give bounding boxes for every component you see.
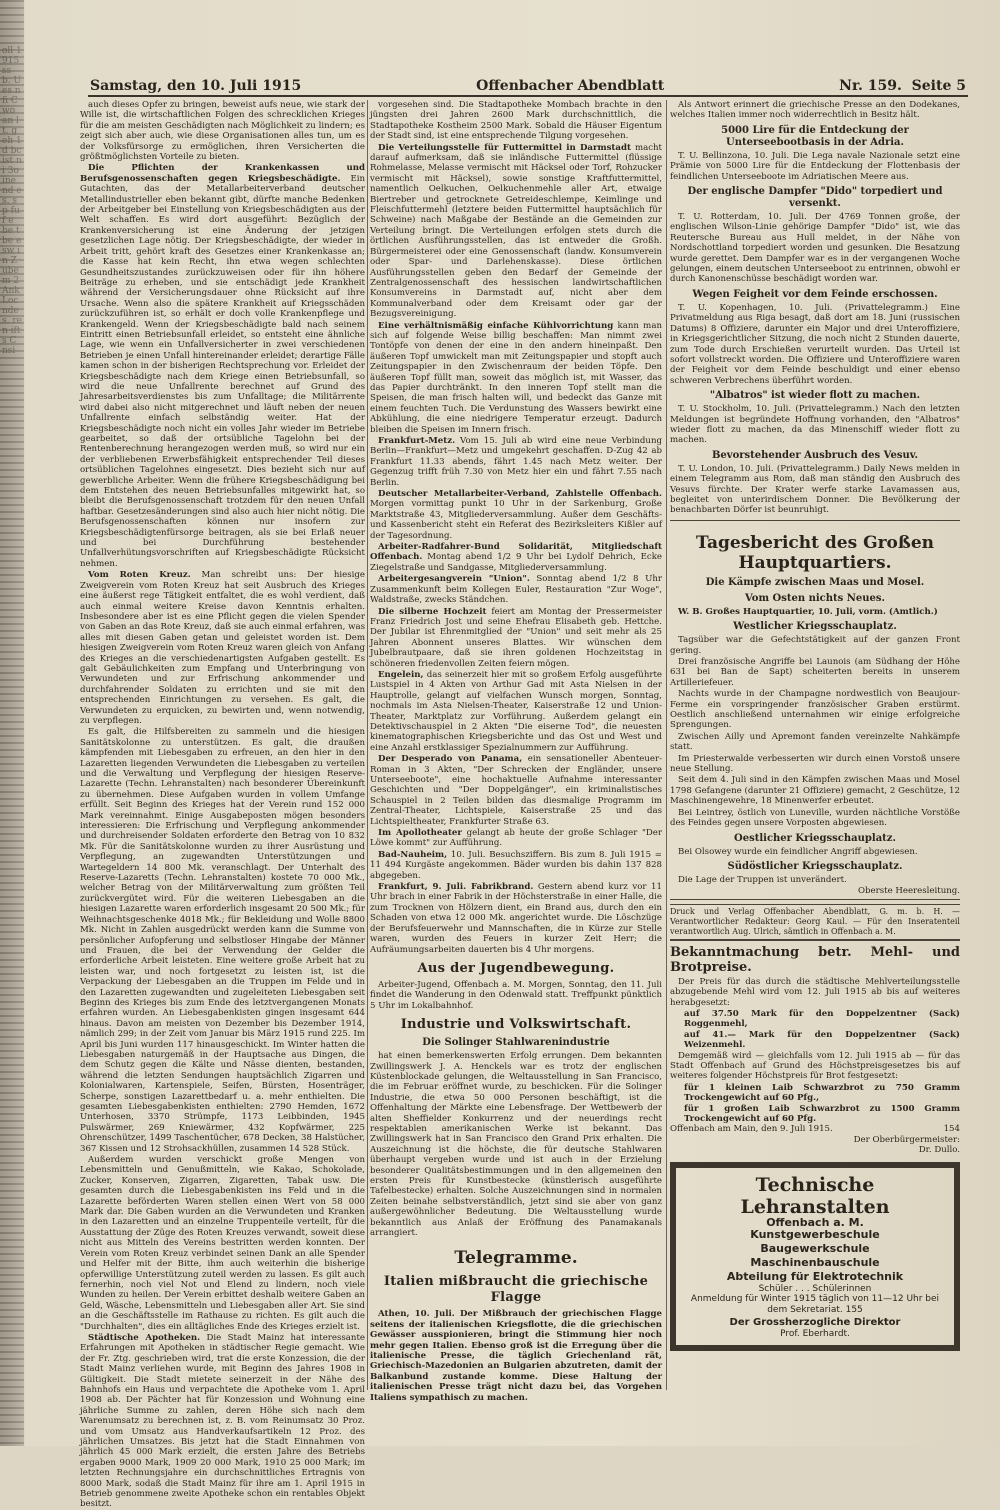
column-2 — [370, 100, 663, 1403]
section-title-telegramme: Telegramme. — [454, 1248, 578, 1269]
article-text: T. U. Kopenhagen, 10. Juli. (Privattelegramm.) Eine Privatmeldung aus Riga besagt, daß dort am 18. Juni (russischen Datums) 8 Offiziere, darunter ein Major und drei Unteroffiziere, in Kriegsgerichtlicher Sitzung, die noch nicht 2 Stunden dauerte, zum Tode durch Erschießen verurteilt wurden. Das Urteil ist sofort vollstreckt worden. Die Offiziere und Unteroffiziere waren der Feigheit vor dem Feinde beschuldigt und einer ebenso schweren Verbrechens überführt worden. — [670, 302, 960, 386]
article-paragraph — [370, 670, 662, 753]
ad-number: 155 — [845, 1304, 863, 1315]
article-text: Arbeiter-Jugend, Offenbach a. M. Morgen, Sonntag, den 11. Juli findet die Wanderung in den Odenwald statt. Treffpunkt pünktlich 5 Uhr im Lokalbahnhof. — [370, 979, 662, 1011]
war-report-subtitle: Die Kämpfe zwischen Maas und Mosel. — [705, 576, 925, 588]
announcement-text: Demgemäß wird — gleichfalls vom 12. Juli 1915 ab — für das Stadt Offenbach auf Grund des Höchstpreisgesetzes bis auf weiteres folgender Höchstpreis für Brot festgesetzt: — [670, 1050, 960, 1082]
article-headline: "Albatros" ist wieder flott zu machen. — [709, 390, 921, 402]
article-paragraph — [80, 163, 365, 569]
column-3 — [670, 100, 960, 1390]
gutter-text: oll 1915 ss b. U es n fi Cwo an lt. geh 1d bc ist ni 3o ine nd es. sp fuf e be tbe esw in Zubem 2 Ank Loc ndes. ren ifts Cnsi — [2, 46, 22, 356]
article-heading: Städtische Apotheken. — [88, 1332, 201, 1343]
article-paragraph — [370, 574, 662, 605]
ad-location: Offenbach a. M. — [766, 1215, 864, 1229]
article-heading: Vom Roten Kreuz. — [88, 570, 191, 581]
ad-registration: Anmeldung für Winter 1915 täglich von 11—12 Uhr bei dem Sekretariat. — [690, 1294, 940, 1315]
page-header — [90, 72, 966, 94]
article-subheading: Die Solinger Stahlwarenindustrie — [422, 1037, 610, 1049]
article-text: W. B. Großes Hauptquartier, 10. Juli, vorm. (Amtlich.) — [678, 606, 938, 617]
announcement-date: Offenbach am Main, den 9. Juli 1915. — [670, 1124, 833, 1135]
article-text: Man schreibt uns: Der hiesige Zweigverein vom Roten Kreuz hat seit Ausbruch des Krieges eine äußerst rege Tätigkeit entfaltet, die es wohl verdient, daß auch einmal weitere Kreise davon Kenntnis erhalten. Insbesondere aber ist es eine Pflicht gegen die vielen Spender von Gaben an das Rote Kreuz, daß sie auch einmal erfahren, was alles mit diesen Gaben getan und geleistet worden ist. Dem hiesigen Zweigverein vom Roten Kreuz waren gleich von Anfang des Krieges an die verschiedenartigsten Aufgaben gestellt. Es galt Gebäulichkeiten zum Empfang und Unterbringung von Verwundeten und zur Erfrischung ankommender und durchfahrender Soldaten zu errichten und sie mit den entsprechenden Einrichtungen zu versehen. Es galt, die Verwundeten zu erquicken, zu bewirten und, wenn notwendig, zu verpflegen. — [80, 570, 365, 726]
article-text: Die Stadt Mainz hat interessante Erfahrungen mit Apotheken in städtischer Regie gemacht. Wie der Fr. Ztg. geschrieben wird, trat die erste Konzession, die der Stadt Mainz verliehen wurde, mit Beginn des Jahres 1908 in Gültigkeit. Die Stadt mietete seinerzeit in der Nähe des Bahnhofs ein Haus und verpachtete die Apotheke vom 1. April 1908 ab. Der Pächter hat für Konzession und Wohnung eine jährliche Summe zu zahlen, deren Höhe sich nach dem Warenumsatz zu berechnen ist, z. B. vom Reinumsatz 30 Proz. und vom Umsatz aus Handverkaufsartikeln 12 Proz. des jährlichen Umsatzes. Bis jetzt hat die Stadt Einnahmen von jährlich 45 000 Mark erzielt, die ersten Jahre des Betriebs ergaben 9000 Mark, 1909 20 000 Mark, 1910 25 000 Mark; im letzten Rechnungsjahre ein durchschnittliches Ertragnis von 8000 Mark, sodaß die Stadt Mainz für ihre am 1. April 1915 in Betrieb genommene zweite Apotheke schon ein rentables Objekt besitzt. — [80, 1332, 366, 1510]
article-headline: 5000 Lire für die Entdeckung der Unterseebootbasis in der Adria. — [721, 124, 909, 148]
announcement-item: auf 37.50 Mark für den Doppelzentner (Sack) Roggenmehl, — [684, 1008, 960, 1030]
announcement-item: für 1 kleinen Laib Schwarzbrot zu 750 Gramm Trockengewicht auf 60 Pfg., — [684, 1082, 960, 1104]
front-heading: Südöstlicher Kriegsschauplatz. — [727, 860, 903, 872]
article-text: feiert am Montag der Pressermeister Franz Friedrich Jost und seine Ehefrau Elisabeth geb. Hettche. Der Jubilar ist Ehrenmitglied der "Union" und seit mehr als 25 Jahren Abonnent unseres Blattes. Wir wünschen dem Jubelbrautpaare, daß sie ihren goldenen Hochzeitstag in schöneren friedenvollen Zeiten feiern mögen. — [370, 606, 663, 669]
article-heading: Arbeitergesangverein "Union". — [378, 574, 530, 585]
article-paragraph — [370, 754, 662, 827]
article-paragraph — [370, 436, 662, 488]
article-headline: Wegen Feigheit vor dem Feinde erschossen. — [692, 288, 938, 300]
article-text: 10. Juli. Besuchsziffern. Bis zum 8. Juli 1915 = 11 494 Kurgäste angekommen. Bäder wurden bis dahin 137 828 abgegeben. — [370, 849, 662, 881]
column-rule-2 — [666, 100, 667, 1390]
article-paragraph — [370, 321, 662, 435]
article-text: Bei Leintrey, östlich von Luneville, wurden nächtliche Vorstöße des Feindes gegen unsere Vorposten abgewiesen. — [670, 807, 960, 829]
article-text: Ein Gutachten, das der Metallarbeiterverband deutscher Metallindustrieller eben bekannt gibt, dürfte manche Bedenken der Arbeitgeber bei Einstellung von Kriegsbeschädigten aus der Welt schaffen. Es wird dort ausgeführt: Bezüglich der Krankenversicherung ist eine Änderung der jetzigen gesetzlichen Lage nötig. Der Kriegsbeschädigte, der wieder in Arbeit tritt, gehört kraft des Gesetzes einer Krankenkasse an; die Kasse hat kein Recht, ihn etwa wegen schlechten Gesundheitszustandes zurückzuweisen oder für ihn höhere Beiträge zu erheben, und sie entschädigt jede Krankheit während der Versicherungsdauer ohne Rücksicht auf ihre Ursache. Wenn also die spätere Krankheit auf Kriegsschäden zurückzuführen ist, so erhält er doch volle Krankenpflege und Krankengeld. Wenn der Kriegsbeschädigte bald nach seinem Eintritt einen Betriebsunfall erleidet, so entsteht eine ähnliche Lage, wie wenn ein Unfallversicherter in zwei verschiedenen Betrieben je einen Unfall hintereinander erleidet; derartige Fälle kamen schon in der bisherigen Rechtsprechung vor. Erleidet der Kriegsbeschädigte nach dem Kriege einen Betriebsunfall, so wird die neue Unfallrente berechnet auf Grund des Jahresarbeitsverdienstes bis zum Unfalltage; die Militärrente wird dabei also nicht mitgerechnet und läuft neben der neuen Unfallrente einfach selbständig weiter. Hat der Kriegsbeschädigte noch nicht ein volles Jahr wieder im Betriebe gearbeitet, so daß der ortsübliche Tagelohn bei der Rentenberechnung herangezogen werden muß, so wird nur ein der verbliebenen Erwerbsfähigkeit entsprechender Teil dieses ortsüblichen Tagelohnes eingesetzt. Dies bezieht sich nur auf gewerbliche Arbeiter. Wenn die frühere Kriegsbeschädigung bei dem Entstehen des neuen Betriebsunfalles mitgewirkt hat, so bleibt die Berufsgenossenschaft trotzdem für den neuen Unfall haftbar. Gesetzesänderungen sind also auch hier nicht nötig. Die Berufsgenossenschaften können nur insofern zur Kriegsbeschädigtenfürsorge beitragen, als sie bei Erlaß neuer und bei Durchführung bestehender Unfallverhütungsvorschriften auf Kriegsbeschädigte Rücksicht nehmen. — [80, 173, 365, 569]
ad-school: Baugewerkschule — [760, 1242, 870, 1256]
article-paragraph — [370, 828, 662, 849]
article-text: Als Antwort erinnert die griechische Presse an den Dodekanes, welches Italien immer noch widerrechtlich in Besitz hält. — [670, 100, 960, 121]
announcement-signature-name: Dr. Dullo. — [918, 1145, 960, 1156]
article-text: Im Priesterwalde verbesserten wir durch einen Vorstoß unsere neue Stellung. — [670, 753, 960, 775]
article-text: Gestern abend kurz vor 11 Uhr brach in einer Fabrik in der Höchsterstraße in einer Halle, die zum Trocknen von Hölzern dient, ein Brand aus, durch den ein Schaden von etwa 12 000 Mk. angerichtet wurde. Die Löschzüge der Berufsfeuerwehr und Mannschaften, die in Kürze zur Stelle waren, wurden des Feuers in kurzer Zeit Herr; die Aufräumungsarbeiten dauerten bis 4 Uhr morgens. — [370, 882, 663, 955]
article-heading: Der Desperado von Panama, — [378, 754, 523, 765]
article-text: T. U. Stockholm, 10. Juli. (Privattelegramm.) Nach den letzten Meldungen ist begründete Hoffnung vorhanden, den "Albatros" wieder flott zu machen, da das Minenschiff wieder flott zu machen. — [670, 404, 960, 446]
header-issue: Nr. 159. — [839, 78, 902, 94]
ad-director: Der Grossherzogliche Direktor — [729, 1317, 901, 1329]
article-text: T. U. London, 10. Juli. (Privattelegramm.) Daily News melden in einem Telegramm aus Rom, daß man ständig den Ausbruch des Vesuvs fürchte. Der Krater werfe starke Lavamassen aus, begleitet von unterirdischem Donner. Die Bevölkerung der benachbarten Dörfer ist beunruhigt. — [670, 463, 960, 516]
school-advertisement — [670, 1162, 960, 1351]
article-text: auch dieses Opfer zu bringen, beweist aufs neue, wie stark der Wille ist, die wirtschaftlichen Folgen des schrecklichen Krieges für die am meisten Geschädigten nach Möglichkeit zu lindern; es zeigt sich aber auch, wie diese Organisationen alles tun, um es der Volksfürsorge zu ermöglichen, ihren Versicherten die größtmöglichsten Vorteile zu bieten. — [80, 100, 365, 163]
article-paragraph — [370, 850, 662, 881]
article-heading: Bad-Nauheim, — [378, 849, 448, 860]
article-text: Es galt, die Hilfsbereiten zu sammeln und die hiesigen Sanitätskolonne zu unterstützen. Es galt, die draußen kämpfenden mit Liebesgaben zu erfreuen, an den hier in den Lazaretten liegenden Verwundeten die Liebesgaben zu verteilen und die Verwaltung und Verpflegung der hiesigen Reserve-Lazarette (Techn. Lehranstalten) nach besonderer Übereinkunft zu übernehmen. Diese Aufgaben wurden in vollem Umfange erfüllt. Seit Beginn des Krieges hat der Verein rund 152 000 Mark vereinnahmt. Einige Ausgabeposten mögen besonders interessieren: Die Erfrischung und Verpflegung ankommender und durchreisender Soldaten erforderte den Betrag von 10 832 Mk. Für die Sanitätskolonne wurden zu ihrer Ausrüstung und Verpflegung, an zugewandten Unterstützungen und Wartegeldern 14 800 Mk. veranschlagt. Der Unterhalt des Reserve-Lazaretts (Techn. Lehranstalten) kostete 70 000 Mk., welcher Betrag von der Militärverwaltung zum größten Teil zurückvergütet wird. Für die weiteren Liebesgaben an die hiesigen Lazarette waren erforderlich insgesamt 20 500 Mk.; für Weihnachtsgeschenke 4018 Mk.; für Bekleidung und Wolle 8800 Mk. Nicht in Zahlen ausgedrückt werden kann die Summe von persönlicher Aufopferung und selbstloser Hingabe der Männer und Frauen, die bei der Verwendung der Gelder die erforderliche Arbeit leisteten. Eine weitere große Arbeit hat zu leisten war, und noch fortgesetzt zu leisten ist, ist die Verpackung der Liebesgaben an die Truppen im Felde und in den Lazaretten zugewandten und zugeleiteten Liebesgaben seit Beginn des Krieges bis zum Ende des letztvergangenen Monats erfahren wurden. An Liebesgabenkisten gingen insgesamt 644 hinaus. Davon am meisten von Dezember bis Dezember 1914, nämlich 299; in der Zeit vom Januar bis März 1915 rund 225. Im April bis Juni wurden 117 hinausgeschickt. Im Winter hatten die Liebesgaben naturgemäß in der Hauptsache aus Dingen, die dem Schutz gegen die Kälte und Nässe dienten, bestanden, während die letzten Sendungen hauptsächlich Zigarren und Kolonialwaren, Kartenspiele, Seifen, Bürsten, Hosenträger, Scherpe, sonstigen Lazarettbedarf u. a. mehr enthielten. Die gesamten Liebesgabenkisten enthielten: 2790 Hemden, 1672 Unterhosen, 3370 Strümpfe, 1173 Leibbinden, 1945 Pulswärmer, 269 Kniewärmer, 432 Kopfwärmer, 225 Ohrenschützer, 1499 Taschentücher, 678 Decken, 38 Halstücher, 367 Kissen und 12 Strohsackhüllen, zusammen 14 528 Stück. — [80, 727, 365, 1154]
announcement-date-row — [670, 1124, 960, 1134]
article-text: ein sensationeller Abenteuer-Roman in 3 Akten, "Der Schrecken der Engländer, unsere Unterseeboote", eine hochaktuelle Aufnahme interessanter Geschichten und "Der Doppelgänger", ein kriminalistisches Schauspiel in 2 Teilen bilden das diesmalige Programm im Zentral-Theater, Lichtspiele, Kaiserstraße 25 und das Lichtspieltheater, Frankfurter Straße 63. — [370, 754, 662, 827]
article-text: hat einen bemerkenswerten Erfolg errungen. Dem bekannten Zwillingswerk J. A. Henckels war es trotz der englischen Küstenblockade gelungen, die Weltausstellung in San Francisco, die im Februar eröffnet wurde, zu beschicken. Für die Solinger Industrie, die etwa 50 000 Personen beschäftigt, ist die Offenhaltung der Märkte eine Lebensfrage. Der Wettbewerb der alten Sheffielder Konkurrenz und der neuerdings recht respektablen amerikanischen Werke ist bekannt. Das Zwillingswerk hat in San Francisco den Grand Prix erhalten. Die Auszeichnung ist die höchste, die für deutsche Stahlwaren überhaupt vergeben wurde und ist auch in der Erzielung besonderer Qualitätsbestimmungen und in den allgemeinen den ersten Preis für Kunstbestecke (künstlerisch ausgeführte Tafelbestecke) erhalten. Solche Auszeichnungen sind in normalen Zeiten beinahe selbstverständlich, jetzt sind sie aber von ganz außergewöhnlicher Bedeutung. Die Weltausstellung wurde bekanntlich aus Anlaß der Eröffnung des Panamakanals arrangiert. — [370, 1051, 662, 1239]
article-heading: Deutscher Metallarbeiter-Verband, Zahlstelle Offenbach. — [378, 489, 662, 500]
article-text: T. U. Bellinzona, 10. Juli. Die Lega navale Nazionale setzt eine Prämie von 5000 Lire für die Entdeckung der Flottenbasis der feindlichen Unterseeboote im Adriatischen Meere aus. — [670, 150, 960, 182]
announcement-item: auf 41.— Mark für den Doppelzentner (Sack) Weizenmehl. — [684, 1029, 960, 1051]
column-rule-1 — [367, 100, 368, 1390]
article-text: Athen, 10. Juli. Der Mißbrauch der griechischen Flagge seitens der italienischen Kriegsflotte, die die griechischen Gewässer ausspionieren, bringt die Stimmung hier noch mehr gegen Italien. Ebenso groß ist die Erregung über die italienische Presse, die täglich Griechenland rät, Griechisch-Mazedonien an Bulgarien abzutreten, damit der Balkanbund zustande komme. Diese Haltung der italienischen Presse trägt nicht dazu bei, das Vorgehen Italiens sympathisch zu machen. — [370, 1309, 662, 1403]
front-heading: Oestlicher Kriegsschauplatz. — [734, 832, 896, 844]
section-title-jugend: Aus der Jugendbewegung. — [417, 960, 615, 976]
article-text: T. U. Rotterdam, 10. Juli. Der 4769 Tonnen große, der englischen Wilson-Linie gehörige Dampfer "Dido" ist, wie das Reutersche Bureau aus Hull meldet, in der Nähe von Nordschottland torpediert worden und gesunken. Die Besatzung wurde gerettet. Dem Dampfer war es in der vergangenen Woche gelungen, einem deutschen Unterseeboot zu entrinnen, obwohl er durch Kanonenschüsse beschädigt worden war. — [670, 212, 960, 285]
ad-school: Maschinenbauschule — [750, 1256, 880, 1270]
ad-title: Technische Lehranstalten — [740, 1173, 890, 1218]
header-page: Seite 5 — [911, 78, 966, 94]
ad-director-name: Prof. Eberhardt. — [780, 1328, 850, 1339]
column-1 — [80, 100, 366, 1510]
article-text: vorgesehen sind. Die Stadtapotheke Mombach brachte in den jüngsten drei Jahren 2600 Mark durchschnittlich, die Stadtapotheke Kostheim 2500 Mark. Sobald die Häuser Eigentum der Stadt sind, ist eine entsprechende Tilgung vorgesehen. — [370, 100, 662, 142]
article-headline: Bevorstehender Ausbruch des Vesuv. — [711, 449, 919, 461]
article-paragraph — [370, 542, 662, 573]
article-text: Die Lage der Truppen ist unverändert. — [678, 874, 847, 885]
header-date: Samstag, den 10. Juli 1915 — [90, 78, 302, 94]
article-text: Vom 15. Juli ab wird eine neue Verbindung Berlin—Frankfurt—Metz und umgekehrt geschaffen. D-Zug 42 ab Frankfurt 11.33 abends, fährt 1.45 nach Metz weiter. Der Gegenzug trifft früh 7.30 von Metz hier ein und fährt 7.55 nach Berlin. — [370, 436, 663, 488]
article-text: Nachts wurde in der Champagne nordwestlich von Beaujour-Ferme ein vorspringender französischer Graben erstürmt. Oestlich anschließend unternahmen wir einige erfolgreiche Sprengungen. — [670, 689, 960, 731]
article-heading: Frankfurt-Metz. — [378, 436, 456, 446]
article-text: Sonntag abend 1/2 8 Uhr Zusammenkunft beim Kollegen Euler, Restauration "Zur Woge", Waldstraße, zwecks Ständchen. — [370, 574, 662, 606]
article-text: Montag abend 1/2 9 Uhr bei Lydolf Dehrich, Ecke Ziegelstraße und Sandgasse, Mitgliederversammlung. — [370, 552, 662, 573]
article-text: gelangt ab heute der große Schlager "Der Löwe kommt" zur Aufführung. — [370, 828, 662, 849]
article-heading: Die Verteilungsstelle für Futtermittel in Darmstadt — [378, 142, 631, 153]
article-text: Morgen vormittag punkt 10 Uhr in der Sarkenburg, Große Marktstraße 43, Mitgliederversammlung. Außer dem Geschäfts- und Kassenbericht steht ein Referat des Bezirksleiters Kißler auf der Tagesordnung. — [370, 499, 662, 541]
ad-school: Kunstgewerbeschule — [750, 1228, 880, 1242]
article-text: Zwischen Ailly und Apremont fanden vereinzelte Nahkämpfe statt. — [670, 731, 960, 753]
announcement-number: 154 — [943, 1124, 960, 1135]
imprint: Druck und Verlag Offenbacher Abendblatt, G. m. b. H. — Verantwortlicher Redakteur: Georg Kaul. — Für den Inseratenteil verantwortlich Aug. Ulrich, sämtlich in Offenbach a. M. — [670, 904, 960, 941]
article-paragraph — [370, 143, 662, 320]
article-text: Drei französische Angriffe bei Launois (am Südhang der Höhe 631 bei Ban de Sapt) scheiterten bereits in unserem Artilleriefeuer. — [670, 657, 960, 688]
article-text: macht darauf aufmerksam, daß sie inländische Futtermittel (flüssige Rohmelasse, Melasse vermischt mit Häcksel oder Torf, Rohzucker vermischt mit Häcksel), sowie sonstige Kraftfuttermittel, namentlich Oelkuchen, Oelkuchenmehle aller Art, etwaige Biertreber und getrocknete Getreideschlempe, Keimlinge und Fleischfuttermehl (letztere beiden Futtermittel hauptsächlich für Schweine) nach Maßgabe der Bestände an die Gemeinden zur Verteilung bringt. Die Verteilungen erfolgen stets durch die örtlichen Ausführungsstellen, das ist entweder die Großh. Bürgermeisterei oder eine Genossenschaft (landw. Konsumverein oder Spar- und Darlehenskasse). Diese örtlichen Ausführungsstellen geben den Bedarf der Gemeinde der Zentralgenossenschaft des hessischen landwirtschaftlichen Konsumvereins in Darmstadt auf, nicht aber dem Kommunalverband oder dem Kreisamt oder gar der Bezugsvereinigung. — [370, 142, 663, 320]
article-text: Bei Olsowey wurde ein feindlicher Angriff abgewiesen. — [678, 846, 918, 857]
article-text: Tagsüber war die Gefechtstätigkeit auf der ganzen Front gering. — [670, 635, 960, 656]
article-paragraph — [80, 1333, 365, 1510]
header-rule — [88, 95, 968, 97]
article-heading: Die Pflichten der Krankenkassen und Berufsgenossenschaften gegen Kriegsbeschädigte. — [80, 163, 365, 184]
article-text: Außerdem wurden verschickt große Mengen von Lebensmitteln und Genußmitteln, wie Kakao, Schokolade, Zucker, Konserven, Zigarren, Zigaretten, Tabak usw. Die gesamten durch die Liebesgabenkisten ins Feld und in die Lazarette beförderten Waren stellen einen Wert von 58 000 Mark dar. Die Gaben wurden an die Verwundeten und Kranken in den Lazaretten und an einzelne Truppenteile verteilt, für die Ausstattung der Züge des Roten Kreuzes verwandt, soweit diese nicht aus Mitteln des Vereins bestritten werden konnten. Der Verein vom Roten Kreuz verbindet seinen Dank an alle Spender und Helfer mit der Bitte, ihm auch weiterhin die bisherige opferwillige Unterstützung zuteil werden zu lassen. Es gilt auch fernerhin, noch viel Not und Elend zu lindern, noch viele Wunden zu heilen. Der Verein erbittet deshalb weitere Gaben an Geld, Wäsche, Lebensmitteln und Liebesgaben aller Art. Sie sind an die Geschäftsstelle im Rathause zu richten. Es gilt auch die "Durchhalten", dies ein alltägliches Ende des Krieges erzielt ist. — [80, 1155, 365, 1332]
signature: Oberste Heeresleitung. — [857, 886, 960, 897]
article-text: das seinerzeit hier mit so großem Erfolg ausgeführte Lustspiel in 4 Akten von Arthur Gad mit Asta Nielsen in der Hauptrolle, gelangt auf vielfachen Wunsch morgen, Sonntag, nochmals im Asta Nielsen-Theater, Kaiserstraße 12 und Union-Theater, Marktplatz zur Vorführung. Außerdem gelangt ein Detektivschauspiel in 2 Akten "Die eiserne Tod", die neuesten kinematographischen Kriegsberichte und das Ost und West und eine Anzahl erstklassiger Spezialnummern zur Aufführung. — [370, 669, 663, 753]
article-heading: Arbeiter-Radfahrer-Bund Solidarität, Mitgliedschaft Offenbach. — [370, 542, 662, 563]
announcement-item: für 1 großen Laib Schwarzbrot zu 1500 Gramm Trockengewicht auf 60 Pfg. — [684, 1103, 960, 1124]
article-paragraph — [370, 489, 662, 541]
article-paragraph — [370, 882, 662, 955]
article-headline: Der englische Dampfer "Dido" torpediert und versenkt. — [687, 186, 943, 210]
header-paper: Offenbacher Abendblatt — [476, 78, 665, 94]
announcement-signature-title: Der Oberbürgermeister: — [853, 1134, 960, 1145]
ad-school: Abteilung für Elektrotechnik — [726, 1270, 904, 1284]
article-heading: Frankfurt, 9. Juli. Fabrikbrand. — [378, 882, 534, 893]
front-heading: Westlicher Kriegsschauplatz. — [733, 621, 897, 633]
announcement-title: Bekanntmachung betr. Mehl- und Brotpreise. — [670, 944, 960, 975]
header-issue-page — [839, 78, 966, 94]
ad-students: Schüler . . . Schülerinnen — [758, 1284, 872, 1295]
ad-registration-row — [684, 1294, 946, 1315]
article-text: kann man sich auf folgende Weise billig beschaffen: Man nimmt zwei Tontöpfe von denen der eine in den andern hineinpaßt. Den äußeren Topf umwickelt man mit Zeitungspapier und stopft auch Zeitungspapier in den Zwischenraum der beiden Töpfe. Den äußeren Topf füllt man, soweit das möglich ist, mit Wasser, das das Papier durchtränkt. In den inneren Topf stellt man die Speisen, die man frisch halten will, und bedeckt das Ganze mit einem feuchten Tuch. Die Verdunstung des Wassers bewirkt eine Abkühlung, die eine niedrigere Temperatur erzeugt. Dadurch bleiben die Speisen im Innern frisch. — [370, 320, 662, 435]
article-paragraph — [80, 570, 365, 726]
article-text: Seit dem 4. Juli sind in den Kämpfen zwischen Maas und Mosel 1798 Gefangene (darunter 21 Offiziere) gemacht, 2 Geschütze, 12 Maschinengewehre, 18 Minenwerfer erbeutet. — [670, 775, 960, 807]
article-heading: Die silberne Hochzeit — [378, 606, 487, 617]
article-heading: Im Apollotheater — [378, 828, 462, 839]
war-report-title: Tagesbericht des Großen Hauptquartiers. — [695, 532, 934, 573]
war-report — [670, 520, 960, 900]
article-headline: Italien mißbraucht die griechische Flagge — [383, 1274, 649, 1306]
article-paragraph — [370, 607, 662, 669]
section-title-industrie: Industrie und Volkswirtschaft. — [400, 1017, 632, 1033]
article-heading: Eine verhältnismäßig einfache Kühlvorrichtung — [378, 320, 614, 331]
announcement-text: Der Preis für das durch die städtische Mehlverteilungsstelle abzugebende Mehl wird vom 12. Juli 1915 ab bis auf weiteres herabgesetzt: — [670, 976, 960, 1008]
binding-gutter — [0, 0, 24, 1446]
article-heading: Engelein, — [378, 669, 424, 680]
war-report-subtitle: Vom Osten nichts Neues. — [744, 592, 886, 604]
